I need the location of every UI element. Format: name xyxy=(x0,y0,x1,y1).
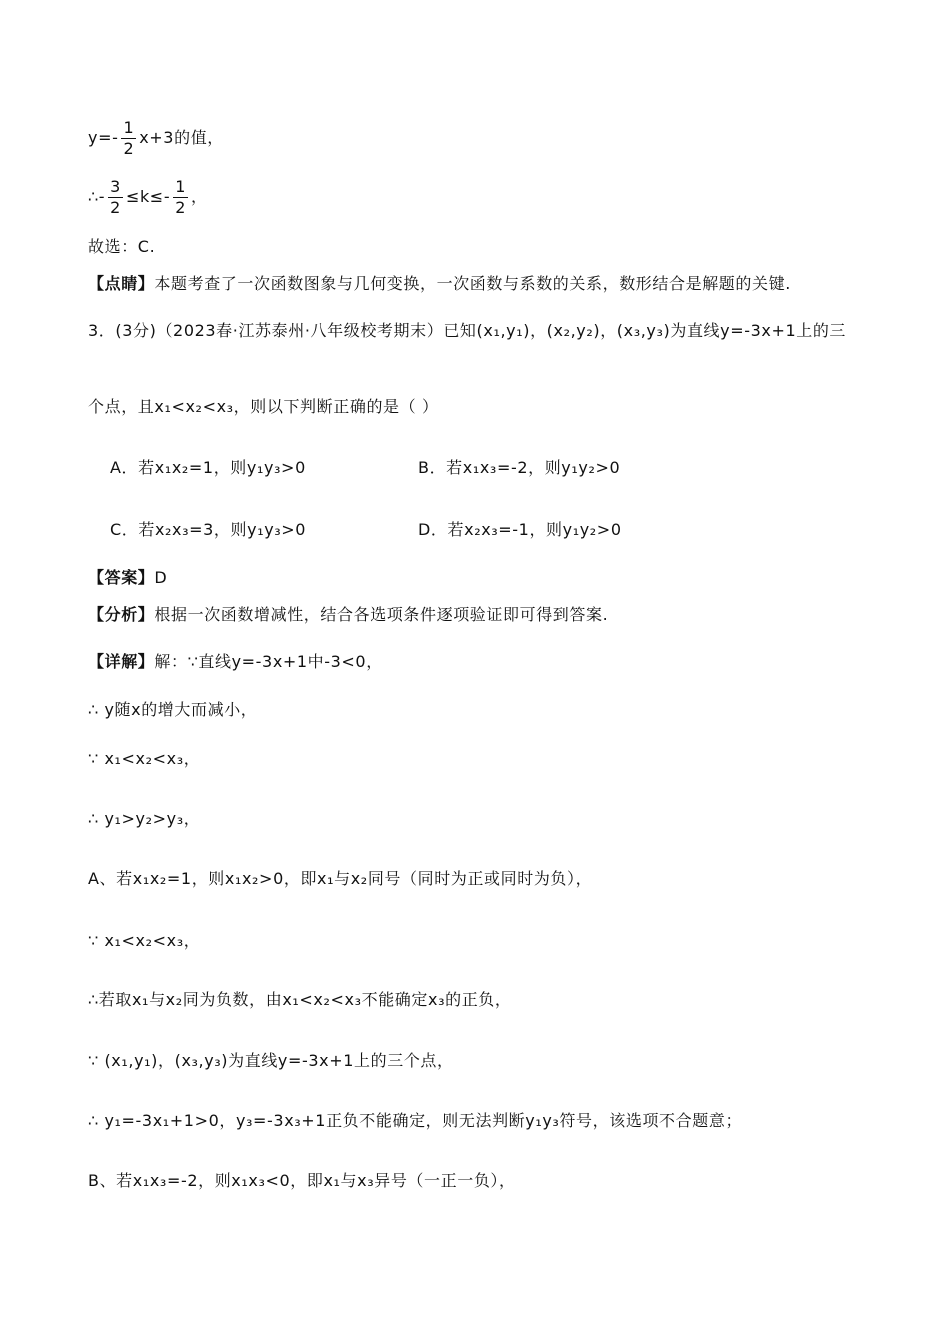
option-c: C．若x₂x₃=3，则y₁y₃>0 xyxy=(110,520,307,539)
detail-text: 解：∵直线y=-3x+1中-3<0， xyxy=(154,652,383,671)
formula-suffix: x+3的值， xyxy=(139,128,224,147)
fraction-denominator: 2 xyxy=(123,138,135,158)
fraction xyxy=(121,118,136,159)
choice-line: 故选：C. xyxy=(88,237,156,256)
comment-line xyxy=(88,272,791,296)
detail-line: ∵ x₁<x₂<x₃， xyxy=(88,749,201,768)
range-prefix: ∴- xyxy=(88,187,106,206)
detail-line: ∴ y₁=-3x₁+1>0，y₃=-3x₃+1正负不能确定，则无法判断y₁y₃符号，该选项不合题意； xyxy=(88,1111,743,1130)
detail-line: B、若x₁x₃=-2，则x₁x₃<0，即x₁与x₃异号（一正一负）， xyxy=(88,1171,516,1190)
detail-line: ∴若取x₁与x₂同为负数，由x₁<x₂<x₃不能确定x₃的正负， xyxy=(88,990,512,1009)
detail-line: ∴ y₁>y₂>y₃， xyxy=(88,809,201,828)
formula-prefix: y=- xyxy=(88,128,119,147)
answer-text: D xyxy=(154,568,168,587)
analysis-text: 根据一次函数增减性，结合各选项条件逐项验证即可得到答案. xyxy=(154,605,609,624)
answer-line xyxy=(88,566,167,590)
question-stem-line1: 3．(3分)（2023春·江苏泰州·八年级校考期末）已知(x₁,y₁)，(x₂,y₂)，(x₃,y₃)为直线y=-3x+1上的三 xyxy=(88,321,847,340)
fraction-numerator: 3 xyxy=(110,176,121,196)
fraction-upper xyxy=(173,177,188,218)
comment-label: 【点睛】 xyxy=(88,274,155,293)
fraction-denominator: 2 xyxy=(110,197,121,217)
answer-label: 【答案】 xyxy=(88,568,155,587)
detail-line: ∵ (x₁,y₁)，(x₃,y₃)为直线y=-3x+1上的三个点， xyxy=(88,1051,454,1070)
fraction-numerator: 1 xyxy=(175,176,186,196)
detail-line: ∴ y随x的增大而减小， xyxy=(88,700,258,719)
option-d: D．若x₂x₃=-1，则y₁y₂>0 xyxy=(418,520,622,539)
range-line xyxy=(88,175,208,219)
analysis-label: 【分析】 xyxy=(88,605,155,624)
fraction-lower xyxy=(108,177,123,218)
formula-line xyxy=(88,116,224,160)
fraction-denominator: 2 xyxy=(175,197,186,217)
detail-line: ∵ x₁<x₂<x₃， xyxy=(88,931,201,950)
detail-line: A、若x₁x₂=1，则x₁x₂>0，即x₁与x₂同号（同时为正或同时为负）， xyxy=(88,869,593,888)
range-suffix: ， xyxy=(190,187,208,206)
fraction-numerator: 1 xyxy=(123,117,135,137)
detail-label: 【详解】 xyxy=(88,652,155,671)
detail-line xyxy=(88,650,383,674)
question-stem-line2: 个点，且x₁<x₂<x₃，则以下判断正确的是（ ） xyxy=(88,397,439,416)
option-a: A．若x₁x₂=1，则y₁y₃>0 xyxy=(110,458,306,477)
range-middle: ≤k≤- xyxy=(125,187,171,206)
analysis-line xyxy=(88,603,608,627)
comment-text: 本题考查了一次函数图象与几何变换，一次函数与系数的关系，数形结合是解题的关键. xyxy=(154,274,791,293)
option-b: B．若x₁x₃=-2，则y₁y₂>0 xyxy=(418,458,621,477)
